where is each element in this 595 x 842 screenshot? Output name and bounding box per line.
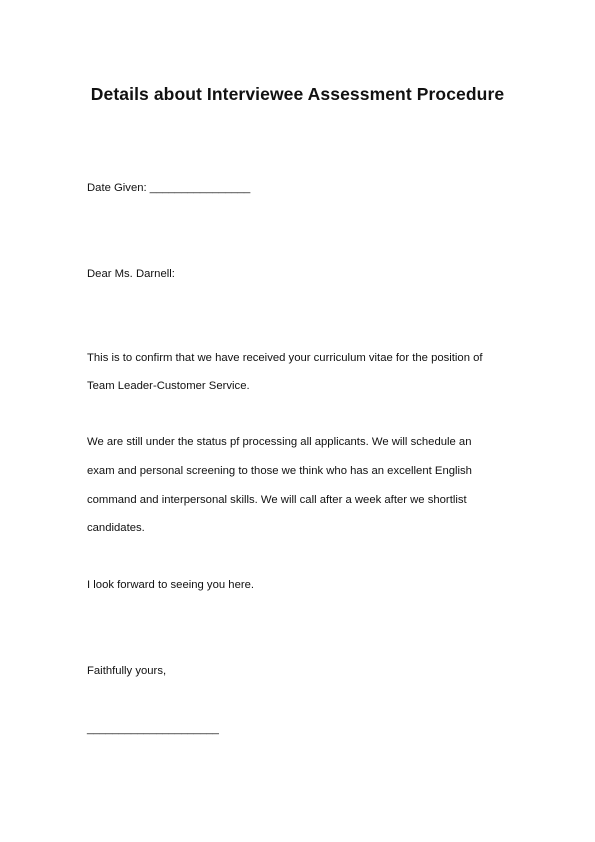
date-given-line: Date Given: ________________ — [87, 182, 251, 194]
sign-off: Faithfully yours, — [87, 665, 167, 677]
closing-sentence: I look forward to seeing you here. — [87, 579, 255, 591]
paragraph-1-line-2: Team Leader-Customer Service. — [87, 380, 250, 392]
signature-line: _____________________ — [87, 723, 219, 735]
paragraph-2-line-1: We are still under the status pf processing all applicants. We will schedule an — [87, 436, 472, 448]
document-title: Details about Interviewee Assessment Procedure — [90, 84, 505, 104]
salutation: Dear Ms. Darnell: — [87, 268, 175, 280]
paragraph-1-line-1: This is to confirm that we have received your curriculum vitae for the position of — [87, 352, 483, 364]
paragraph-2-line-2: exam and personal screening to those we think who has an excellent English — [87, 465, 472, 477]
paragraph-2-line-3: command and interpersonal skills. We will call after a week after we shortlist — [87, 494, 467, 506]
paragraph-2-line-4: candidates. — [87, 522, 145, 534]
